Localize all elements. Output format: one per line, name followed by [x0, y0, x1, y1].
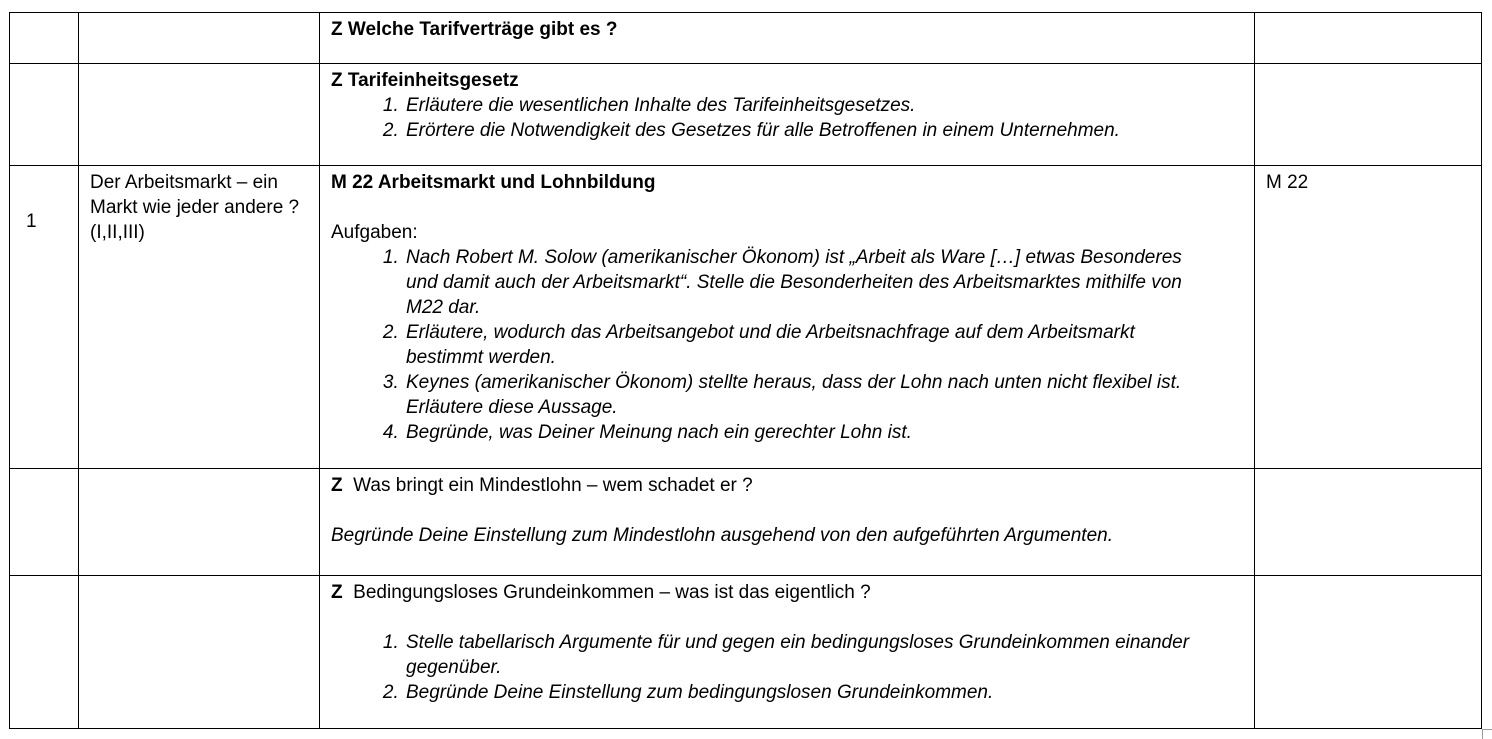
task-item: 2. Erörtere die Notwendigkeit des Gesetzes für alle Betroffenen in einem Unternehmen.: [404, 118, 1243, 143]
task-item: 4. Begründe, was Deiner Meinung nach ein gerechter Lohn ist.: [404, 420, 1193, 445]
row-title: [331, 170, 1243, 195]
material-cell: [1255, 469, 1482, 576]
task-item: 1. Stelle tabellarisch Argumente für und gegen ein bedingungsloses Grundeinkommen einander gegenüber.: [404, 630, 1223, 680]
title-text: Welche Tarifverträge gibt es ?: [347, 19, 618, 40]
table-row: [10, 13, 1482, 64]
table-row: [10, 469, 1482, 576]
row-title: [331, 473, 1243, 498]
task-list: [331, 245, 1243, 445]
title-prefix: Z: [331, 582, 343, 603]
task-item: 2. Begründe Deine Einstellung zum bedingungslosen Grundeinkommen.: [404, 680, 1223, 705]
task-item: 1. Erläutere die wesentlichen Inhalte des Tarifeinheitsgesetzes.: [404, 93, 1243, 118]
task-item: 3. Keynes (amerikanischer Ökonom) stellte heraus, dass der Lohn nach unten nicht flexibel ist. Erläutere diese Aussage.: [404, 370, 1193, 420]
table-row: [10, 576, 1482, 729]
topic-cell: [79, 576, 320, 729]
title-text: Arbeitsmarkt und Lohnbildung: [377, 172, 656, 193]
title-text: Was bringt ein Mindestlohn – wem schadet er ?: [353, 475, 753, 496]
row-number: 1: [26, 211, 37, 232]
task-item: 1. Nach Robert M. Solow (amerikanischer Ökonom) ist „Arbeit als Ware […] etwas Besonderes und damit auch der Arbeitsmarkt“. Stelle die Besonderheiten des Arbeitsmarktes mithilfe von M22 dar.: [404, 245, 1193, 320]
lesson-plan-table: [9, 12, 1482, 729]
title-prefix: Z: [331, 70, 343, 91]
row-title: [331, 68, 1243, 93]
row-title: [331, 19, 618, 40]
topic-cell: [79, 13, 320, 64]
topic-cell: [79, 64, 320, 166]
content-cell: [320, 64, 1255, 166]
task-note: Begründe Deine Einstellung zum Mindestlohn ausgehend von den aufgeführten Argumenten.: [331, 525, 1113, 546]
number-cell: [10, 166, 79, 469]
task-list: [331, 93, 1243, 143]
topic-cell: Der Arbeitsmarkt – ein Markt wie jeder andere ? (I,II,III): [79, 166, 320, 469]
material-cell: [1255, 576, 1482, 729]
number-cell: [10, 64, 79, 166]
subheading: Aufgaben:: [331, 222, 418, 243]
title-prefix: Z: [331, 475, 343, 496]
number-cell: [10, 13, 79, 64]
content-cell: [320, 166, 1255, 469]
row-title: [331, 580, 1243, 605]
topic-cell: [79, 469, 320, 576]
task-list: [331, 630, 1243, 705]
content-cell: [320, 576, 1255, 729]
material-cell: [1255, 64, 1482, 166]
title-prefix: Z: [331, 19, 343, 40]
material-cell: [1255, 13, 1482, 64]
task-item: 2. Erläutere, wodurch das Arbeitsangebot und die Arbeitsnachfrage auf dem Arbeitsmarkt bestimmt werden.: [404, 320, 1193, 370]
material-cell: M 22: [1255, 166, 1482, 469]
table-row: [10, 64, 1482, 166]
title-text: Tarifeinheitsgesetz: [347, 70, 519, 91]
content-cell: [320, 13, 1255, 64]
content-cell: [320, 469, 1255, 576]
title-prefix: M 22: [331, 172, 374, 193]
number-cell: [10, 576, 79, 729]
table-row: [10, 166, 1482, 469]
number-cell: [10, 469, 79, 576]
title-text: Bedingungsloses Grundeinkommen – was ist das eigentlich ?: [353, 582, 871, 603]
